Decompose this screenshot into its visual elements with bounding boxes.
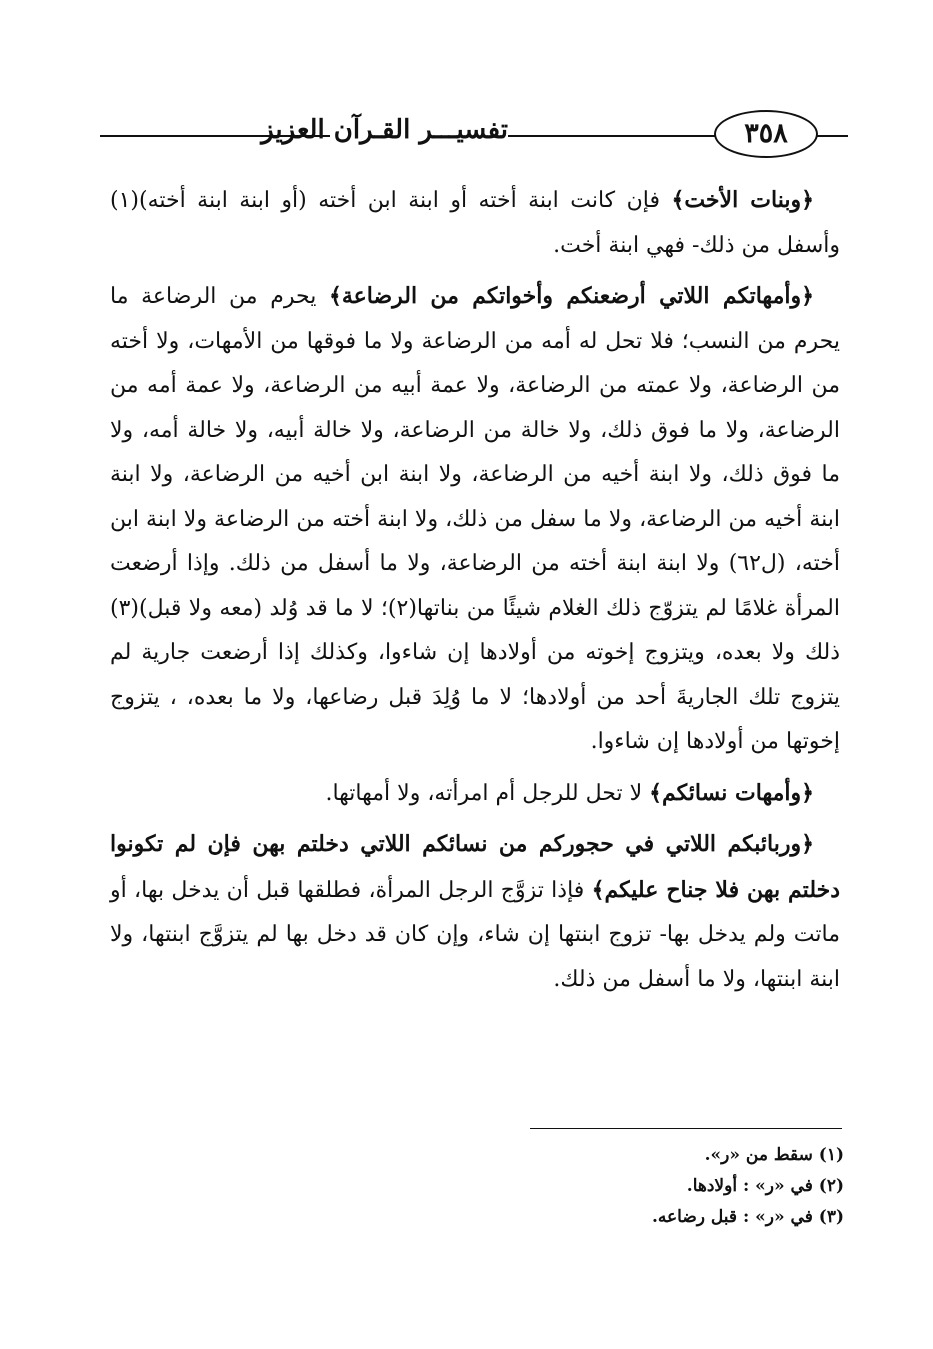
- paragraph: [110, 274, 840, 765]
- body-text: [110, 178, 840, 1008]
- commentary-text: فإذا تزوَّج الرجل المرأة، فطلقها قبل أن يدخل بها، أو ماتت ولم يدخل بها- تزوج ابنتها إن شاء، وإن كان قد دخل بها لم يتزوَّج ابنتها، ولا ابنة ابنتها، ولا ما أسفل من ذلك.: [110, 877, 840, 992]
- page-header: [100, 108, 848, 164]
- paragraph: [110, 771, 840, 817]
- paragraph: [110, 178, 840, 268]
- footnotes: [400, 1140, 844, 1233]
- quran-quote: ﴿وربائبكم اللاتي في حجوركم من نسائكم اللاتي دخلتم بهن فإن لم تكونوا دخلتم بهن فلا جناح عليكم﴾: [110, 831, 841, 903]
- page-number: ٣٥٨: [714, 110, 818, 158]
- footnote: (١) سقط من «ر».: [704, 1145, 844, 1165]
- commentary-text: فإن كانت ابنة أخته أو ابنة ابن أخته (أو ابنة ابنة أخته)(١) وأسفل من ذلك- فهي ابنة أخت.: [110, 188, 840, 258]
- running-title: تفسيـــر القـرآن العزيز: [261, 115, 508, 145]
- commentary-text: لا تحل للرجل أم امرأته، ولا أمهاتها.: [325, 780, 650, 806]
- header-rule-right: [818, 135, 848, 137]
- quran-quote: ﴿وأمهاتكم اللاتي أرضعنكم وأخواتكم من الرضاعة﴾: [328, 283, 814, 309]
- quran-quote: ﴿وبنات الأخت﴾: [671, 187, 814, 213]
- footnote: (٣) في «ر» : قبل رضاعه.: [652, 1207, 844, 1227]
- commentary-text: يحرم من الرضاعة ما يحرم من النسب؛ فلا تحل له أمه من الرضاعة ولا ما فوقها من الأمهات، ولا أخته من الرضاعة، ولا عمته من الرضاعة، ولا عمة أبيه من الرضاعة، ولا عمة أمه من الرضاعة، ولا ما فوق ذلك، ولا خالة من الرضاعة، ولا خالة أبيه، ولا خالة أمه، ولا ما فوق ذلك، ولا ابنة أخيه من الرضاعة، ولا ابنة ابن أخيه من الرضاعة، ولا ابنة ابنة أخيه من الرضاعة، ولا ما سفل من ذلك، ولا ابنة أخته من الرضاعة ولا ابنة ابن أخته، (ل٦٢) ولا ابنة ابنة أخته من الرضاعة، ولا ما أسفل من ذلك. وإذا أرضعت المرأة غلامًا لم يتزوّج ذلك الغلام شيئًا من بناتها(٢)؛ لا ما قد وُلد (معه ولا قبل)(٣) ذلك ولا بعده، ويتزوج إخوته من أولادها إن شاءوا، وكذلك إذا أرضعت جارية لم يتزوج تلك الجاريةَ أحد من أولادها؛ لا ما وُلِدَ قبل رضاعها، ولا ما بعده، ، يتزوج إخوتها من أولادها إن شاءوا.: [110, 284, 841, 754]
- paragraph: [110, 822, 840, 1002]
- footnote-separator: [530, 1128, 842, 1129]
- quran-quote: ﴿وأمهات نسائكم﴾: [649, 779, 814, 806]
- footnote: (٢) في «ر» : أولادها.: [686, 1176, 844, 1196]
